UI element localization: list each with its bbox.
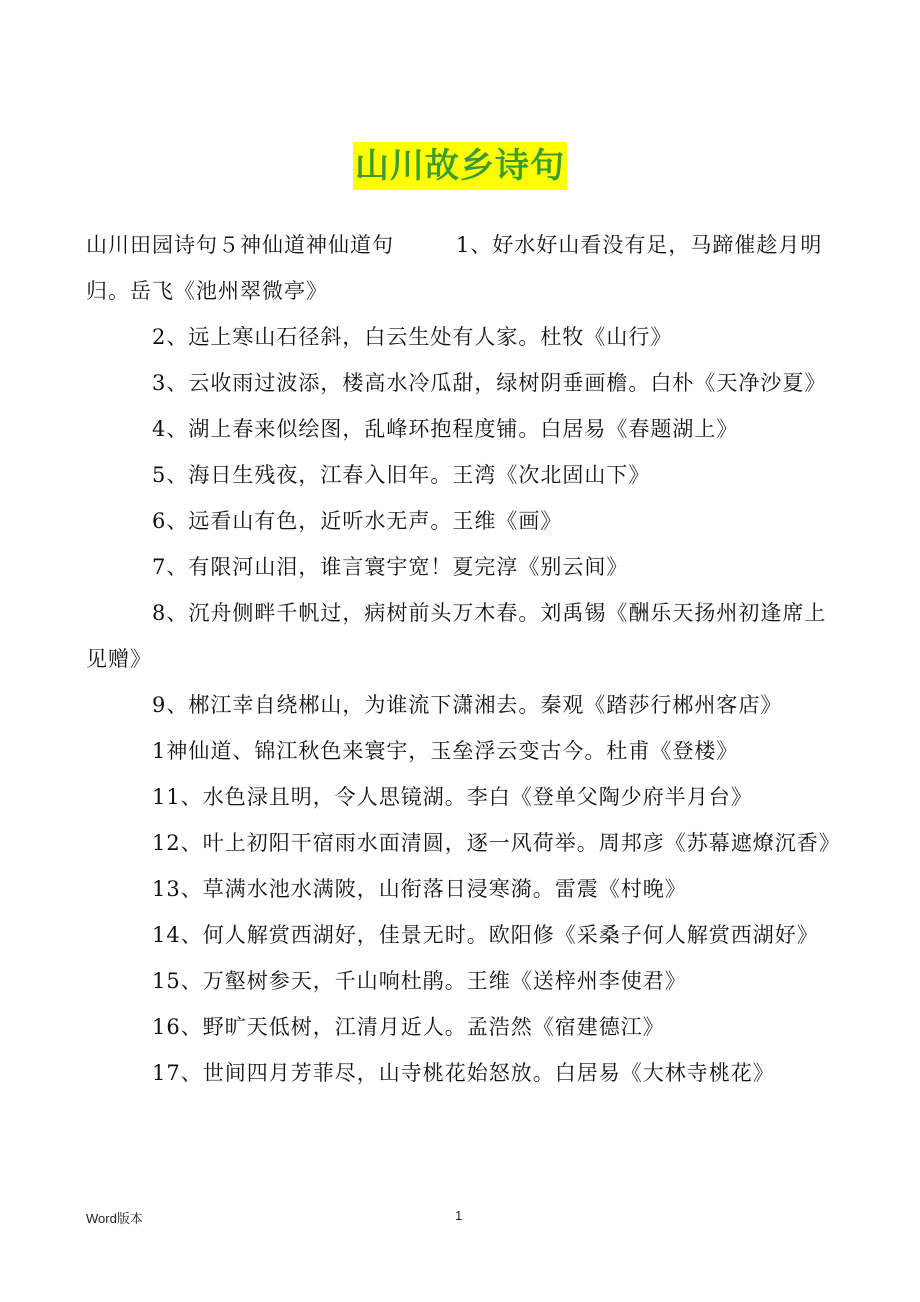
footer-version-label: Word版本 xyxy=(86,1211,143,1226)
title-wrap xyxy=(0,142,920,190)
poem-line-16: 16、野旷天低树，江清月近人。孟浩然《宿建德江》 xyxy=(152,1015,665,1039)
intro-rest: 1、好水好山看没有足，马蹄催趁月明归。岳飞《池州翠微亭》 xyxy=(86,233,823,303)
poem-line-3: 3、云收雨过波添，楼高水冷瓜甜，绿树阴垂画檐。白朴《天净沙夏》 xyxy=(152,371,827,395)
poem-line-4: 4、湖上春来似绘图，乱峰环抱程度铺。白居易《春题湖上》 xyxy=(152,417,739,441)
poem-line-8: 8、沉舟侧畔千帆过，病树前头万木春。刘禹锡《酬乐天扬州初逢席上见赠》 xyxy=(86,601,827,671)
poem-line-6: 6、远看山有色，近听水无声。王维《画》 xyxy=(152,509,563,533)
poem-line-11: 11、水色渌且明，令人思镜湖。李白《登单父陶少府半月台》 xyxy=(152,785,753,809)
poem-line-9: 9、郴江幸自绕郴山，为谁流下潇湘去。秦观《踏莎行郴州客店》 xyxy=(152,693,783,717)
intro-lead: 山川田园诗句５神仙道神仙道句 xyxy=(86,233,394,257)
poem-line-14: 14、何人解赏西湖好，佳景无时。欧阳修《采桑子何人解赏西湖好》 xyxy=(152,923,819,947)
poem-line-17: 17、世间四月芳菲尽，山寺桃花始怒放。白居易《大林寺桃花》 xyxy=(152,1061,775,1085)
page-number: 1 xyxy=(455,1208,463,1223)
poem-line-12: 12、叶上初阳干宿雨水面清圆，逐一风荷举。周邦彦《苏幕遮燎沉香》 xyxy=(152,831,841,855)
document-body xyxy=(86,222,841,1096)
poem-line-5: 5、海日生残夜，江春入旧年。王湾《次北固山下》 xyxy=(152,463,651,487)
poem-line-2: 2、远上寒山石径斜，白云生处有人家。杜牧《山行》 xyxy=(152,325,673,349)
poem-line-15: 15、万壑树参天，千山响杜鹃。王维《送梓州李使君》 xyxy=(152,969,687,993)
poem-line-7: 7、有限河山泪，谁言寰宇宽！夏完淳《别云间》 xyxy=(152,555,629,579)
poem-line-10: 1神仙道、锦江秋色来寰宇，玉垒浮云变古今。杜甫《登楼》 xyxy=(152,739,739,763)
document-title: 山川故乡诗句 xyxy=(353,142,567,190)
intro-paragraph xyxy=(86,222,841,314)
poem-line-13: 13、草满水池水满陂，山衔落日浸寒漪。雷震《村晚》 xyxy=(152,877,687,901)
